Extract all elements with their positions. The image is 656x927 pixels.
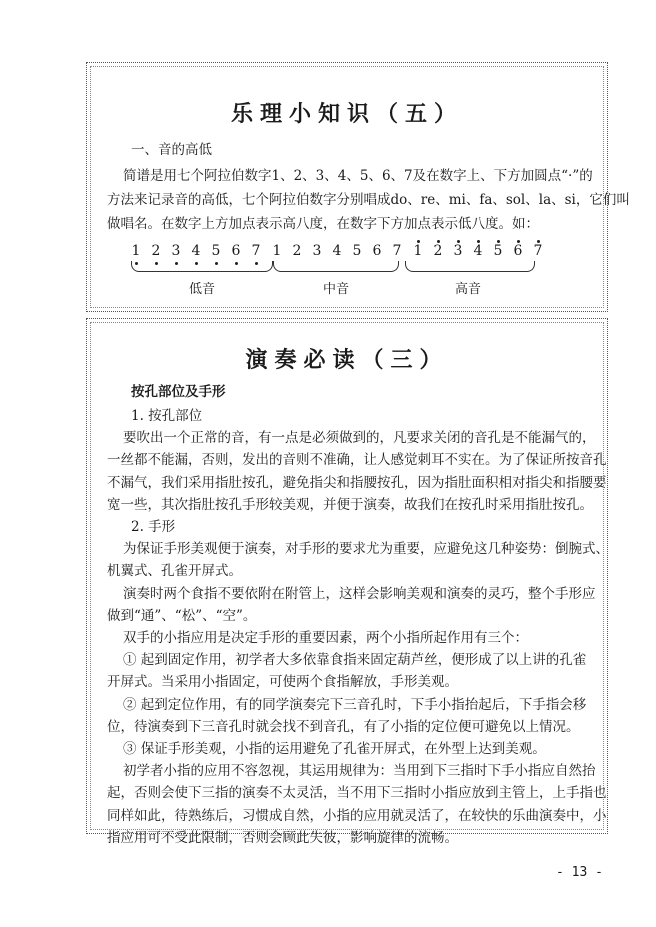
body-text-line: 初学者小指的应用不容忽视，其运用规律为：当用到下三指时下手小指应自然抬 xyxy=(123,763,596,780)
paragraph-line: 简谱是用七个阿拉伯数字1、2、3、4、5、6、7及在数字上、下方加圆点“·”的 xyxy=(123,168,593,184)
body-text-line: 开屏式。当采用小指固定，可使两个食指解放，手形美观。 xyxy=(107,674,458,691)
note-digit: 3 xyxy=(453,243,463,259)
page-number: - 13 - xyxy=(556,865,603,880)
music-theory-box xyxy=(86,62,630,312)
low-octave-dot xyxy=(175,262,178,265)
note-digit: 5 xyxy=(493,243,503,259)
note-digit: 5 xyxy=(211,243,221,259)
low-octave-dot xyxy=(215,262,218,265)
music-theory-title: 乐理小知识（五） xyxy=(230,101,463,127)
body-text-line: 为保证手形美观便于演奏，对手形的要求尤为重要，应避免这几种姿势：倒腕式、 xyxy=(123,541,609,558)
note-digit: 6 xyxy=(372,243,382,259)
note-digit: 1 xyxy=(272,243,282,259)
body-text-line: 要吹出一个正常的音，有一点是必须做到的，凡要求关闭的音孔是不能漏气的， xyxy=(123,430,596,447)
body-text-line: 同样如此，待熟练后，习惯成自然，小指的应用就灵活了，在较快的乐曲演奏中，小 xyxy=(107,807,607,824)
body-text-line: 1. 按孔部位 xyxy=(131,408,203,424)
high-octave-dot xyxy=(417,240,420,243)
high-octave-dot xyxy=(537,240,540,243)
low-octave-dot xyxy=(155,262,158,265)
notation-row xyxy=(131,243,591,293)
body-text-line: 位，待演奏到下三音孔时就会找不到音孔，有了小指的定位便可避免以上情况。 xyxy=(107,718,580,735)
performance-box xyxy=(86,318,609,846)
high-octave-label: 高音 xyxy=(455,282,482,297)
note-digit: 4 xyxy=(332,243,342,259)
low-octave-dot xyxy=(135,262,138,265)
note-digit: 7 xyxy=(533,243,543,259)
high-octave-dot xyxy=(437,240,440,243)
body-text-line: 指应用可不受此限制，否则会顾此失彼，影响旋律的流畅。 xyxy=(107,829,458,846)
note-digit: 2 xyxy=(151,243,161,259)
body-text-line: 双手的小指应用是决定手形的重要因素，两个小指所起作用有三个： xyxy=(123,630,528,646)
paragraph-line: 做唱名。在数字上方加点表示高八度，在数字下方加点表示低八度。如： xyxy=(107,216,539,232)
body-text-line: 2. 手形 xyxy=(131,519,176,535)
body-text-line: 宽一些，其次指肚按孔手形较美观，并便于演奏，故我们在按孔时采用指肚按孔。 xyxy=(107,496,593,513)
note-digit: 1 xyxy=(131,243,141,259)
note-digit: 1 xyxy=(413,243,423,259)
low-octave-dot xyxy=(235,262,238,265)
note-digit: 3 xyxy=(312,243,322,259)
low-octave-label: 低音 xyxy=(189,282,216,297)
high-octave-dot xyxy=(477,240,480,243)
high-octave-dot xyxy=(457,240,460,243)
performance-title: 演奏必读（三） xyxy=(245,347,449,373)
body-text-line: ③ 保证手形美观，小指的运用避免了孔雀开屏式，在外型上达到美观。 xyxy=(123,741,546,757)
note-digit: 7 xyxy=(392,243,402,259)
note-digit: 5 xyxy=(352,243,362,259)
note-digit: 6 xyxy=(231,243,241,259)
high-octave-dot xyxy=(517,240,520,243)
body-text-line: 演奏时两个食指不要依附在附管上，这样会影响美观和演奏的灵巧，整个手形应 xyxy=(123,585,596,602)
section-heading: 一、音的高低 xyxy=(131,142,212,158)
body-text-line: 起，否则会使下三指的演奏不太灵活，当不用下三指时小指应放到主管上，上手指也 xyxy=(107,785,607,802)
note-digit: 2 xyxy=(292,243,302,259)
body-text-line: 不漏气，我们采用指肚按孔，避免指尖和指腰按孔，因为指肚面积相对指尖和指腰要 xyxy=(107,474,607,491)
body-text-line: ② 起到定位作用，有的同学演奏完下三音孔时，下手小指抬起后，下手指会移 xyxy=(123,696,587,713)
low-octave-dot xyxy=(255,262,258,265)
subsection-title: 按孔部位及手形 xyxy=(131,384,226,400)
middle-octave-label: 中音 xyxy=(323,282,350,297)
high-octave-dot xyxy=(497,240,500,243)
body-text-line: 机翼式、孔雀开屏式。 xyxy=(107,563,242,580)
body-text-line: 一丝都不能漏，否则，发出的音则不准确，让人感觉刺耳不实在。为了保证所按音孔 xyxy=(107,452,607,469)
low-octave-dot xyxy=(195,262,198,265)
note-digit: 6 xyxy=(513,243,523,259)
paragraph-line: 方法来记录音的高低，七个阿拉伯数字分别唱成do、re、mi、fa、sol、la、si，它们叫 xyxy=(107,192,630,208)
note-digit: 2 xyxy=(433,243,443,259)
note-digit: 7 xyxy=(251,243,261,259)
note-digit: 3 xyxy=(171,243,181,259)
body-text-line: 做到“通”、“松”、“空”。 xyxy=(107,607,257,624)
note-digit: 4 xyxy=(473,243,483,259)
note-digit: 4 xyxy=(191,243,201,259)
body-text-line: ① 起到固定作用，初学者大多依靠食指来固定葫芦丝，便形成了以上讲的孔雀 xyxy=(123,652,587,669)
